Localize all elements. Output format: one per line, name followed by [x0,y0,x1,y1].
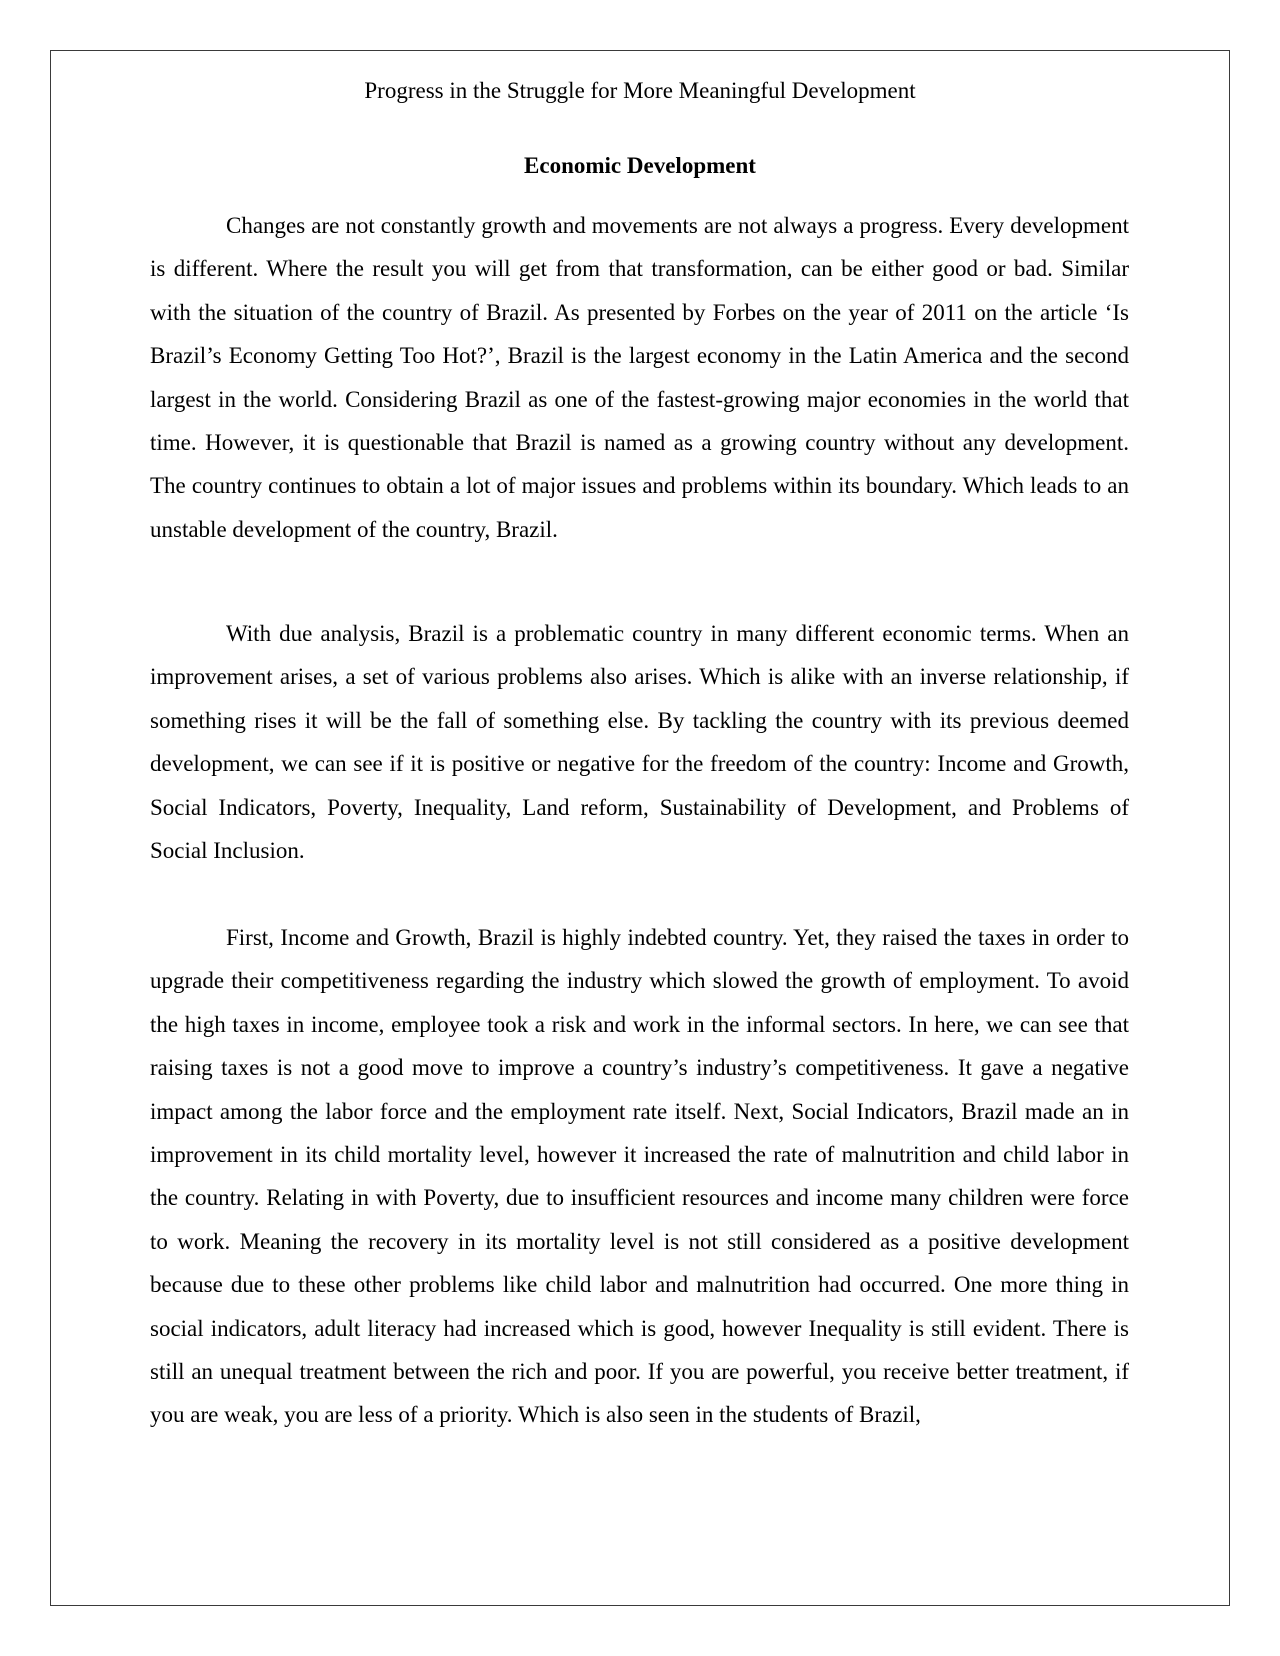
body-paragraph-2: With due analysis, Brazil is a problematic country in many different economic terms. When an improvement arises, a set of various problems also arises. Which is alike with an inverse relationship, if something rises it will be the fall of something else. By tackling the country with its previous deemed development, we can see if it is positive or negative for the freedom of the country: Income and Growth, Social Indicators, Poverty, Inequality, Land reform, Sustainability of Development, and Problems of Social Inclusion. [150,621,1129,864]
body-paragraph-3: First, Income and Growth, Brazil is highly indebted country. Yet, they raised the taxes in order to upgrade their competitiveness regarding the industry which slowed the growth of employment. To avoid the high taxes in income, employee took a risk and work in the informal sectors. In here, we can see that raising taxes is not a good move to improve a country’s industry’s competitiveness. It gave a negative impact among the labor force and the employment rate itself. Next, Social Indicators, Brazil made an in improvement in its child mortality level, however it increased the rate of malnutrition and child labor in the country. Relating in with Poverty, due to insufficient resources and income many children were force to work. Meaning the recovery in its mortality level is not still considered as a positive development because due to these other problems like child labor and malnutrition had occurred. One more thing in social indicators, adult literacy had increased which is good, however Inequality is still evident. There is still an unequal treatment between the rich and poor. If you are powerful, you receive better treatment, if you are weak, you are less of a priority. Which is also seen in the students of Brazil, [150,925,1129,1428]
section-title: Economic Development [524,153,756,178]
body-paragraph-1: Changes are not constantly growth and movements are not always a progress. Every development is different. Where the result you will get from that transformation, can be either good or bad. Similar with the situation of the country of Brazil. As presented by Forbes on the year of 2011 on the article ‘Is Brazil’s Economy Getting Too Hot?’, Brazil is the largest economy in the Latin America and the second largest in the world. Considering Brazil as one of the fastest-growing major economies in the world that time. However, it is questionable that Brazil is named as a growing country without any development. The country continues to obtain a lot of major issues and problems within its boundary. Which leads to an unstable development of the country, Brazil. [150,213,1129,542]
running-title: Progress in the Struggle for More Meaningful Development [364,78,916,103]
